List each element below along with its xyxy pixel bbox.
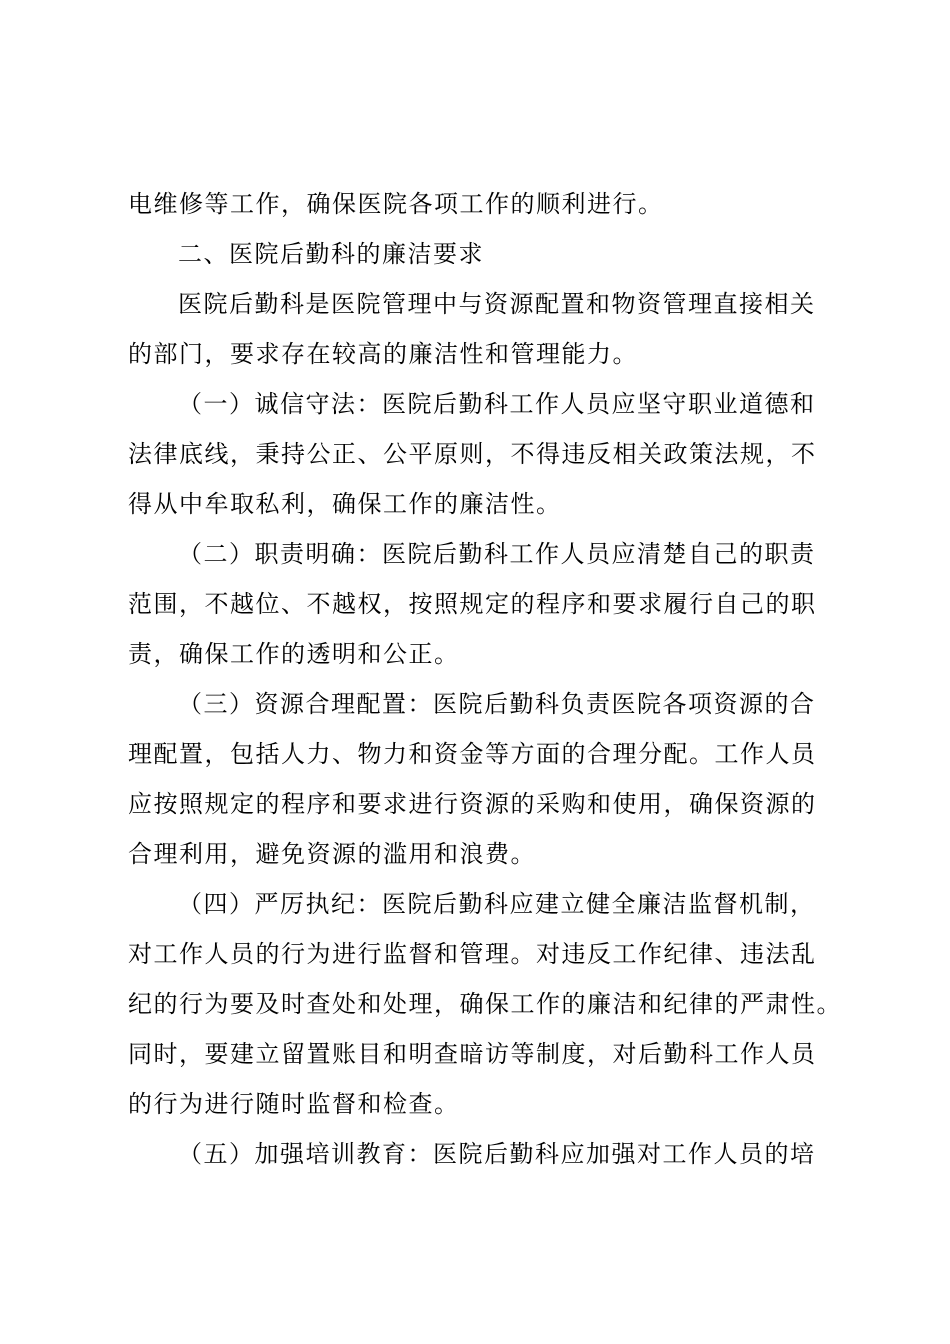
text-line: 医院后勤科是医院管理中与资源配置和物资管理直接相关 (178, 290, 816, 318)
text-line: 的行为进行随时监督和检查。 (128, 1090, 460, 1118)
text-line: （一）诚信守法：医院后勤科工作人员应坚守职业道德和 (178, 390, 816, 418)
text-line: 合理利用，避免资源的滥用和浪费。 (128, 840, 536, 868)
text-line: 理配置，包括人力、物力和资金等方面的合理分配。工作人员 (128, 740, 817, 768)
text-line: 的部门，要求存在较高的廉洁性和管理能力。 (128, 340, 638, 368)
text-line: 应按照规定的程序和要求进行资源的采购和使用，确保资源的 (128, 790, 817, 818)
text-line: 范围，不越位、不越权，按照规定的程序和要求履行自己的职 (128, 590, 817, 618)
text-line: （五）加强培训教育：医院后勤科应加强对工作人员的培 (178, 1140, 816, 1168)
text-line: 得从中牟取私利，确保工作的廉洁性。 (128, 490, 562, 518)
text-line: （二）职责明确：医院后勤科工作人员应清楚自己的职责 (178, 540, 816, 568)
text-line: 同时，要建立留置账目和明查暗访等制度，对后勤科工作人员 (128, 1040, 817, 1068)
section-heading: 二、医院后勤科的廉洁要求 (178, 240, 484, 268)
text-line: （四）严厉执纪：医院后勤科应建立健全廉洁监督机制， (178, 890, 816, 918)
text-line: 对工作人员的行为进行监督和管理。对违反工作纪律、违法乱 (128, 940, 817, 968)
text-line: 电维修等工作，确保医院各项工作的顺利进行。 (128, 190, 664, 218)
text-line: （三）资源合理配置：医院后勤科负责医院各项资源的合 (178, 690, 816, 718)
text-line: 法律底线，秉持公正、公平原则，不得违反相关政策法规，不 (128, 440, 817, 468)
text-line: 纪的行为要及时查处和处理，确保工作的廉洁和纪律的严肃性。 (128, 990, 842, 1018)
text-line: 责，确保工作的透明和公正。 (128, 640, 460, 668)
